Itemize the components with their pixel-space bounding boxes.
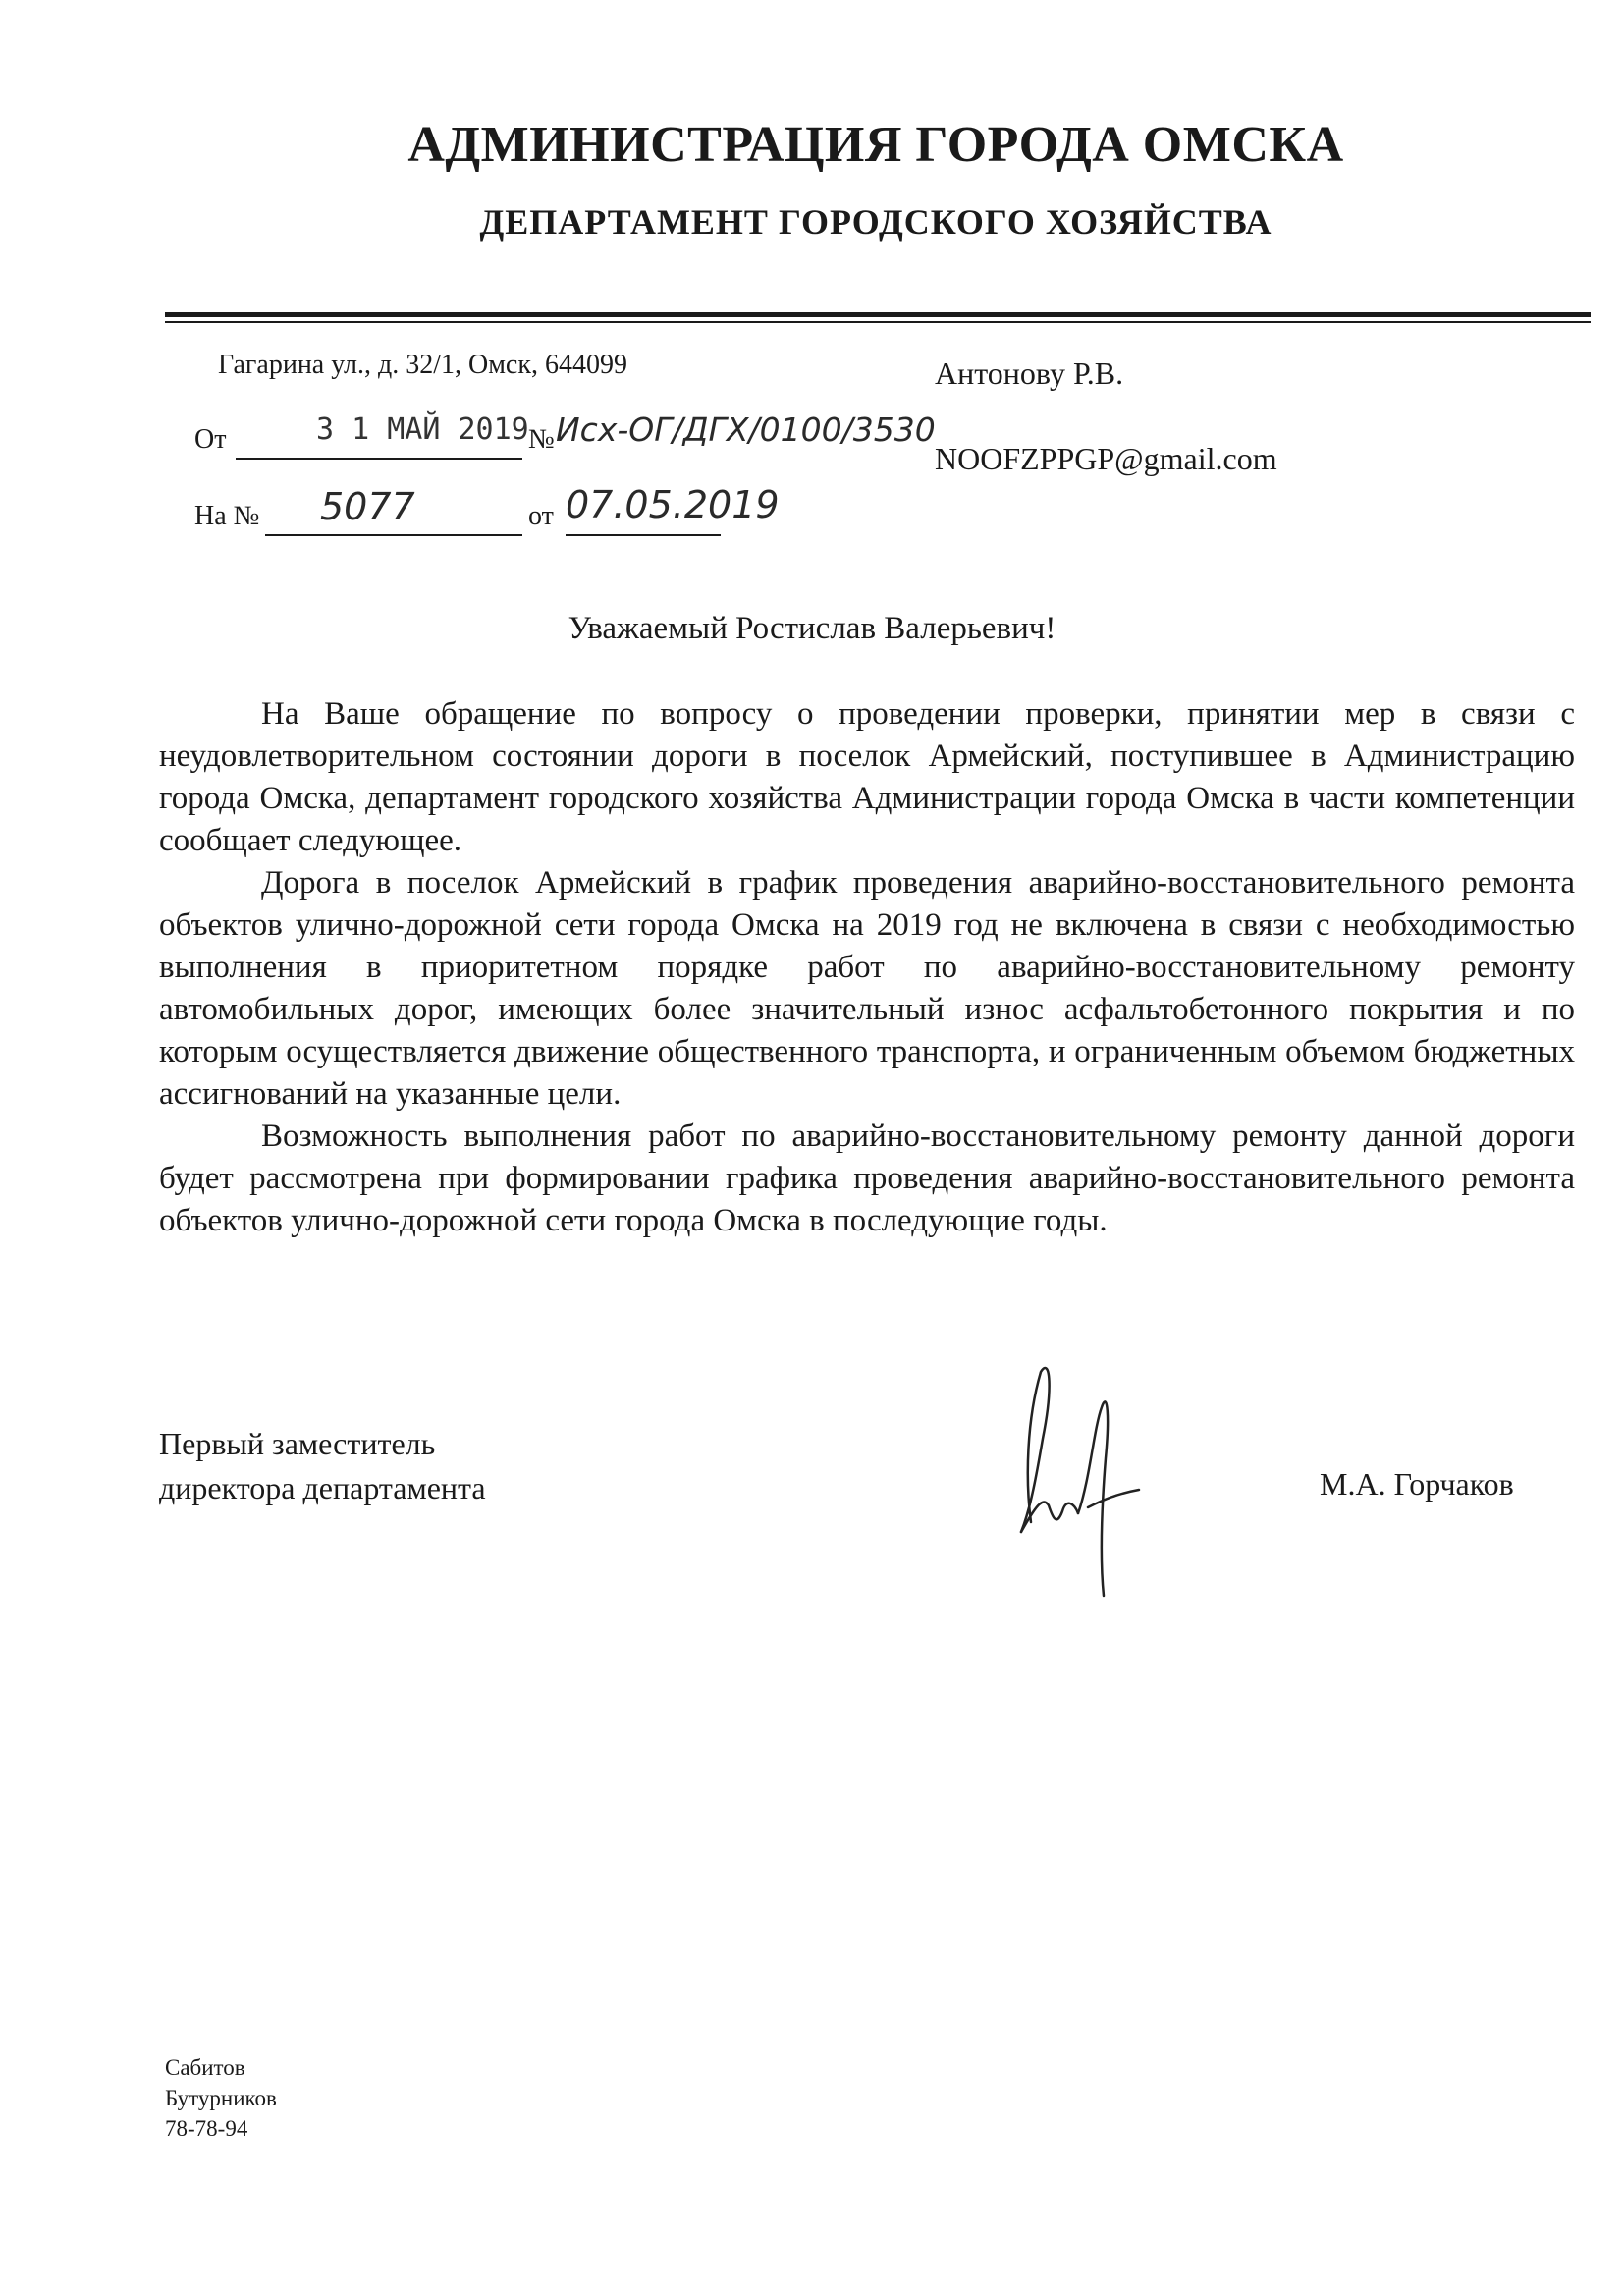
department-title: ДЕПАРТАМЕНТ ГОРОДСКОГО ХОЗЯЙСТВА	[479, 202, 1272, 242]
signatory-name: М.А. Горчаков	[1320, 1466, 1514, 1502]
recipient-email: NOOFZPPGP@gmail.com	[935, 441, 1277, 476]
handwritten-signature-icon	[992, 1360, 1159, 1606]
ref-number-handwritten: 5077	[320, 485, 415, 528]
organization-title: АДМИНИСТРАЦИЯ ГОРОДА ОМСКА	[407, 117, 1344, 173]
header-rule-thick	[165, 312, 1591, 317]
recipient-name: Антонову Р.В.	[935, 355, 1124, 391]
header-rule-thin	[165, 321, 1591, 323]
signatory-position-line2: директора департамента	[159, 1470, 486, 1505]
number-label: №	[528, 424, 555, 455]
ref-label: На №	[194, 501, 260, 531]
executors-block	[165, 2052, 277, 2144]
executor-1: Сабитов	[165, 2055, 245, 2080]
outgoing-number-handwritten: Исх-ОГ/ДГХ/0100/3530	[556, 410, 936, 449]
sender-address: Гагарина ул., д. 32/1, Омск, 644099	[218, 350, 627, 380]
body-paragraph-2: Дорога в поселок Армейский в график проведения аварийно-восстановительного ремонта объектов улично-дорожной сети города Омска на 2019 год не включена в связи с необходимостью выполнения в приоритетном порядке работ по аварийно-восстановительному ремонту автомобильных дорог, имеющих более значительный износ асфальтобетонного покрытия и по которым осуществляется движение общественного транспорта, и ограниченным объемом бюджетных ассигнований на указанные цели.	[159, 865, 1575, 1112]
body-paragraph-3: Возможность выполнения работ по аварийно-восстановительному ремонту данной дороги будет рассмотрена при формировании графика проведения аварийно-восстановительного ремонта объектов улично-дорожной сети города Омска в последующие годы.	[159, 1119, 1575, 1238]
greeting: Уважаемый Ростислав Валерьевич!	[568, 611, 1056, 646]
from-date-stamp: 3 1 МАЙ 2019	[316, 412, 529, 447]
executor-phone: 78-78-94	[165, 2116, 248, 2141]
signatory-position-line1: Первый заместитель	[159, 1426, 436, 1461]
ref-date-label: от	[528, 501, 554, 531]
signatory-position	[159, 1422, 486, 1510]
letter-body	[159, 693, 1575, 1242]
executor-2: Бутурников	[165, 2086, 277, 2110]
body-paragraph-1: На Ваше обращение по вопросу о проведении проверки, принятии мер в связи с неудовлетворительном состоянии дороги в поселок Армейский, поступившее в Администрацию города Омска, департамент городского хозяйства Администрации города Омска в части компетенции сообщает следующее.	[159, 696, 1575, 858]
from-label: От	[194, 424, 227, 455]
ref-date-handwritten: 07.05.2019	[566, 483, 780, 526]
